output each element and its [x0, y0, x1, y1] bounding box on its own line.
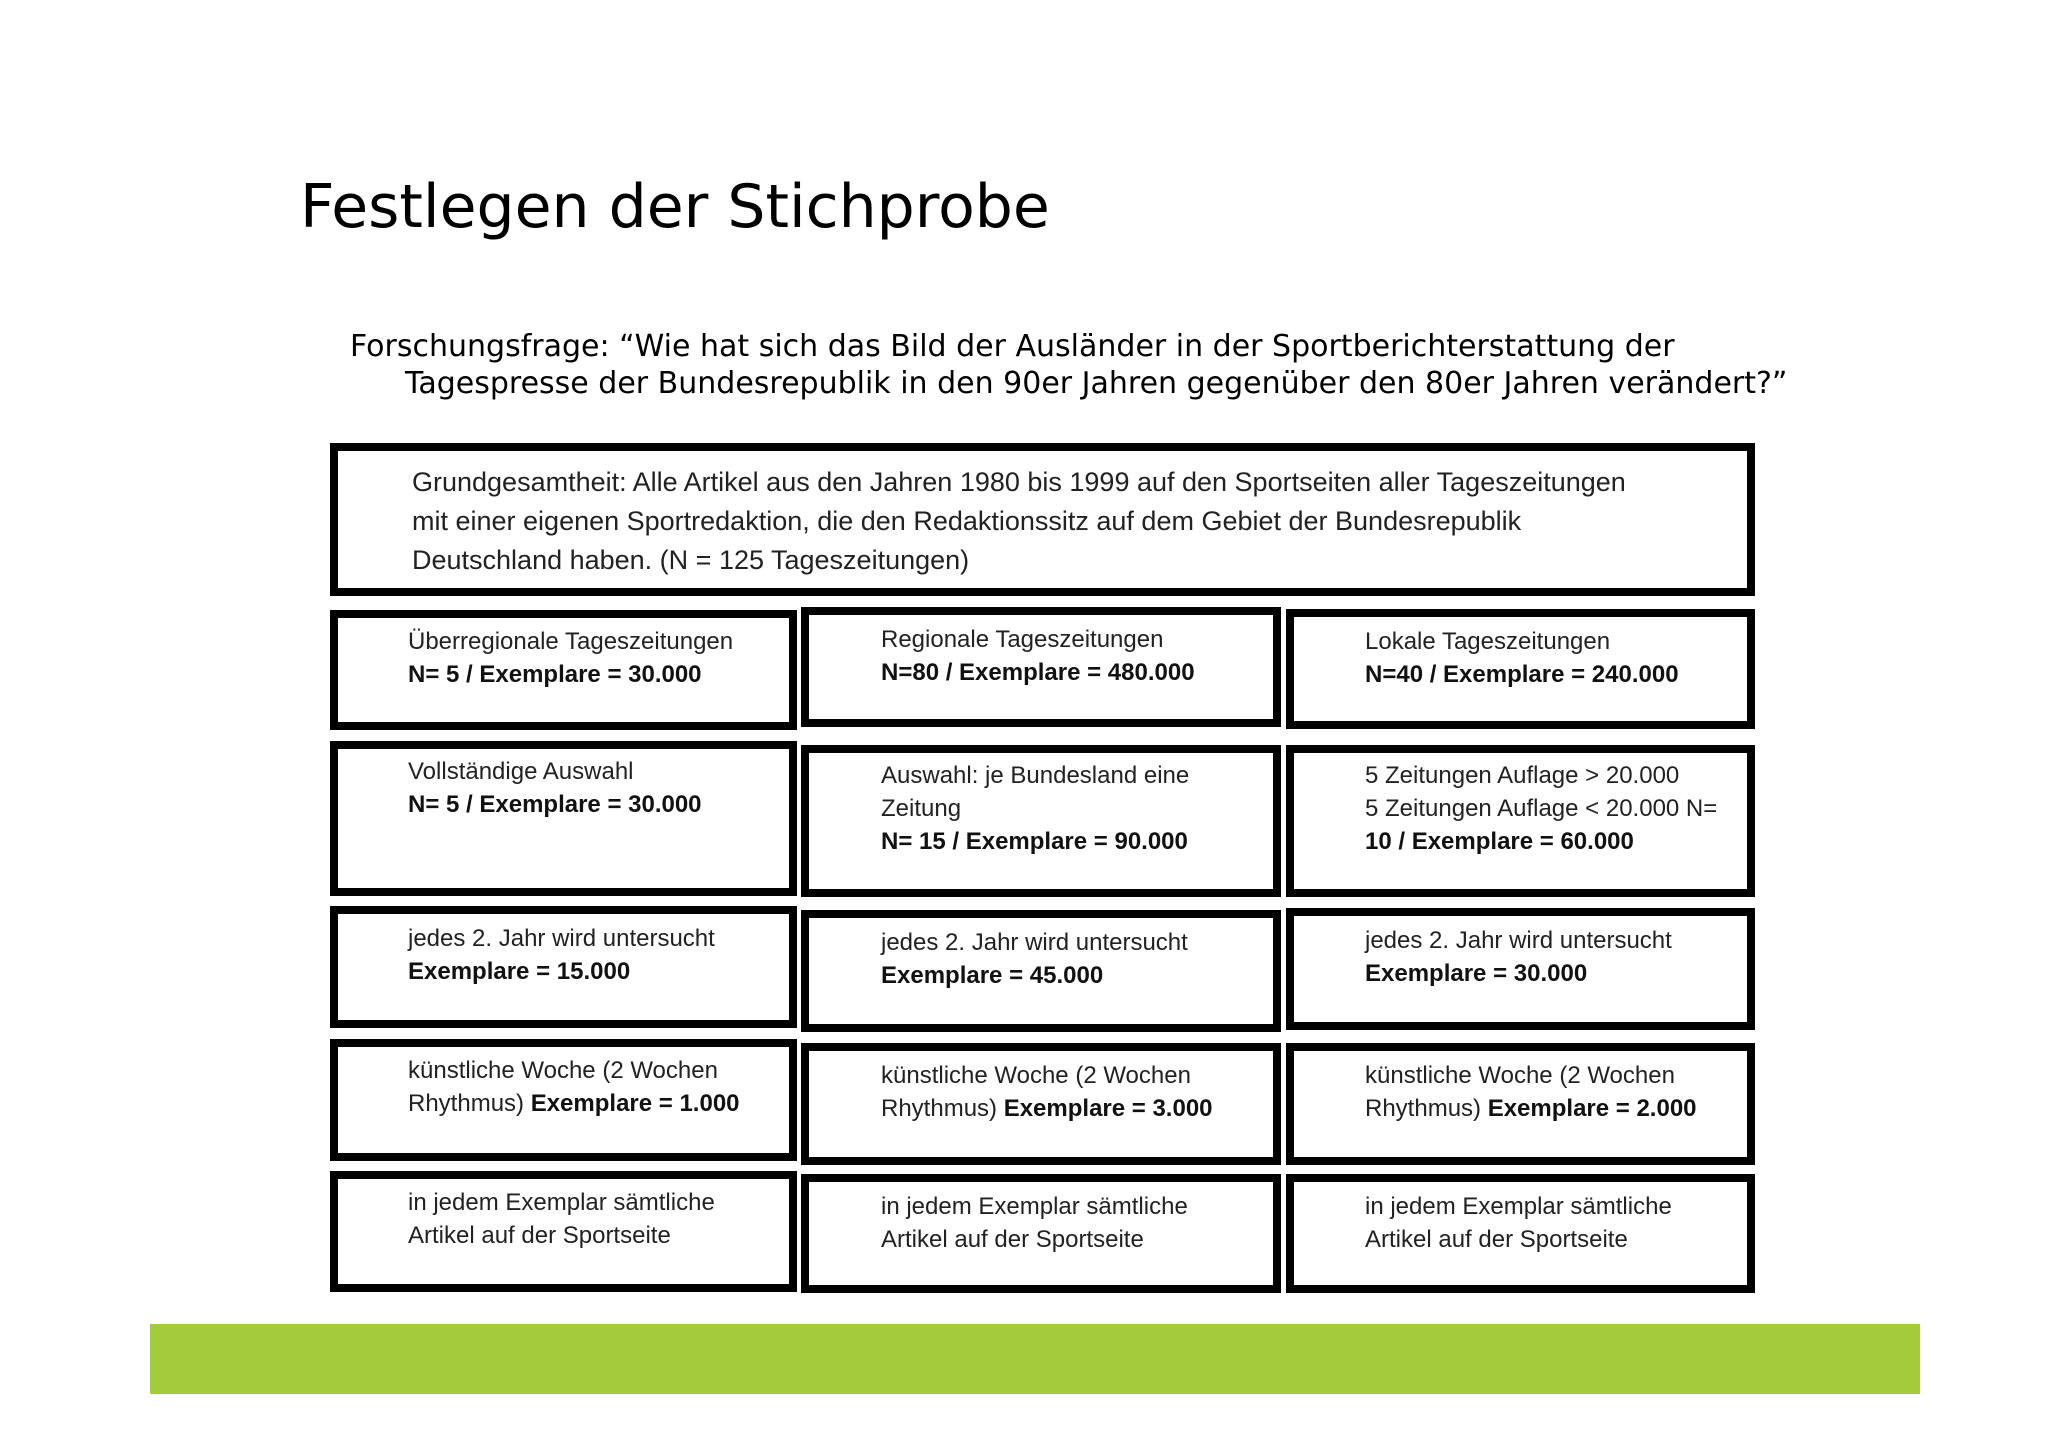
- selection-box-national: [330, 741, 797, 896]
- week-box-regional: [801, 1043, 1281, 1165]
- week-line-2: [408, 1087, 781, 1120]
- week-line-1: künstliche Woche (2 Wochen: [408, 1057, 718, 1084]
- selection-line-1: 5 Zeitungen Auflage > 20.000: [1365, 762, 1680, 789]
- years-count: Exemplare = 15.000: [408, 958, 631, 985]
- week-line-2: [1365, 1092, 1739, 1125]
- population-line-2: mit einer eigenen Sportredaktion, die den Redaktionssitz auf dem Gebiet der Bundesrepublik: [412, 506, 1522, 536]
- years-text: jedes 2. Jahr wird untersucht: [408, 925, 715, 952]
- page-title: Festlegen der Stichprobe: [300, 172, 1050, 242]
- research-question: [350, 328, 1830, 402]
- selection-count: 10 / Exemplare = 60.000: [1365, 828, 1634, 855]
- week-rhythm: Rhythmus): [1365, 1095, 1482, 1122]
- articles-line-2: Artikel auf der Sportseite: [1365, 1226, 1628, 1253]
- articles-box-regional: [801, 1174, 1281, 1293]
- research-question-line-2: Tagespresse der Bundesrepublik in den 90er Jahren gegenüber den 80er Jahren verändert?”: [405, 366, 1788, 401]
- population-line-3: Deutschland haben. (N = 125 Tageszeitungen): [412, 545, 970, 575]
- population-text: [412, 463, 1733, 580]
- articles-line-2: Artikel auf der Sportseite: [881, 1226, 1144, 1253]
- category-name: Überregionale Tageszeitungen: [408, 628, 734, 655]
- week-rhythm: Rhythmus): [881, 1095, 998, 1122]
- years-box-regional: [801, 910, 1281, 1032]
- week-box-local: [1286, 1043, 1755, 1165]
- footer-accent-bar: [150, 1324, 1920, 1394]
- years-box-local: [1286, 908, 1755, 1030]
- week-rhythm: Rhythmus): [408, 1090, 525, 1117]
- category-box-local: [1286, 609, 1755, 729]
- articles-line-1: in jedem Exemplar sämtliche: [1365, 1193, 1672, 1220]
- week-box-national: [330, 1039, 797, 1161]
- selection-count: N= 15 / Exemplare = 90.000: [881, 828, 1188, 855]
- week-line-1: künstliche Woche (2 Wochen: [881, 1062, 1191, 1089]
- selection-box-regional: [801, 745, 1281, 897]
- category-box-regional: [801, 607, 1281, 727]
- research-question-line-1: Forschungsfrage: “Wie hat sich das Bild der Ausländer in der Sportberichterstattung der: [350, 329, 1675, 364]
- category-box-national: [330, 610, 797, 730]
- week-line-2: [881, 1092, 1265, 1125]
- week-count: Exemplare = 2.000: [1487, 1095, 1697, 1122]
- selection-box-local: [1286, 745, 1755, 897]
- selection-line-1: Vollständige Auswahl: [408, 758, 634, 785]
- years-box-national: [330, 906, 797, 1028]
- years-count: Exemplare = 45.000: [881, 962, 1104, 989]
- population-box: [330, 443, 1755, 596]
- category-name: Lokale Tageszeitungen: [1365, 628, 1611, 655]
- week-count: Exemplare = 1.000: [530, 1090, 740, 1117]
- selection-count: N= 5 / Exemplare = 30.000: [408, 791, 702, 818]
- years-text: jedes 2. Jahr wird untersucht: [1365, 927, 1672, 954]
- articles-line-2: Artikel auf der Sportseite: [408, 1222, 671, 1249]
- articles-line-1: in jedem Exemplar sämtliche: [881, 1193, 1188, 1220]
- category-count: N= 5 / Exemplare = 30.000: [408, 661, 702, 688]
- week-line-1: künstliche Woche (2 Wochen: [1365, 1062, 1675, 1089]
- selection-line-1: Auswahl: je Bundesland eine: [881, 762, 1190, 789]
- articles-line-1: in jedem Exemplar sämtliche: [408, 1189, 715, 1216]
- category-name: Regionale Tageszeitungen: [881, 626, 1164, 653]
- population-line-1: Grundgesamtheit: Alle Artikel aus den Jahren 1980 bis 1999 auf den Sportseiten aller Tageszeitungen: [412, 467, 1626, 497]
- category-count: N=40 / Exemplare = 240.000: [1365, 661, 1679, 688]
- selection-line-2: Zeitung: [881, 795, 962, 822]
- years-text: jedes 2. Jahr wird untersucht: [881, 929, 1188, 956]
- category-count: N=80 / Exemplare = 480.000: [881, 659, 1195, 686]
- articles-box-local: [1286, 1174, 1755, 1293]
- selection-line-2: 5 Zeitungen Auflage < 20.000 N=: [1365, 795, 1718, 822]
- years-count: Exemplare = 30.000: [1365, 960, 1588, 987]
- articles-box-national: [330, 1171, 797, 1292]
- week-count: Exemplare = 3.000: [1003, 1095, 1213, 1122]
